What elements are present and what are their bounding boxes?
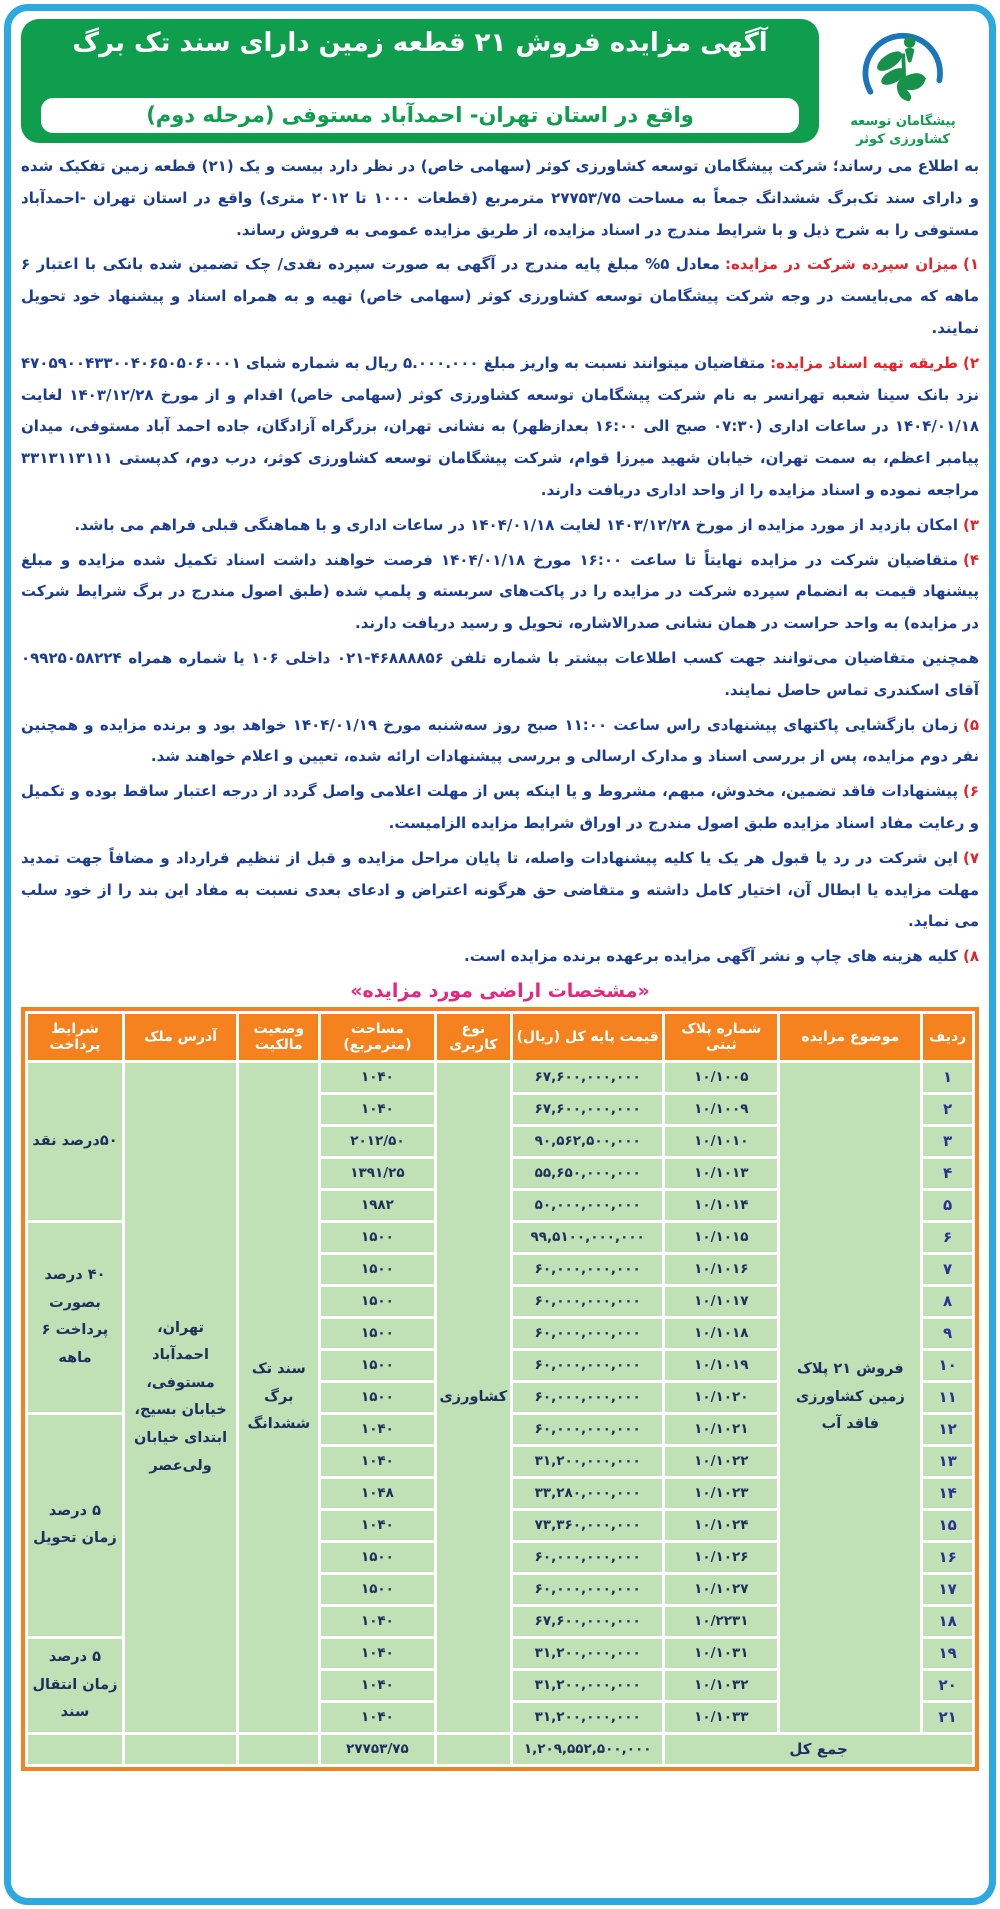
total-empty-address-cell: [125, 1735, 236, 1764]
price-cell: ۳۱,۲۰۰,۰۰۰,۰۰۰: [513, 1703, 662, 1732]
area-cell: ۱۵۰۰: [321, 1383, 433, 1412]
payment-cell: ۵ درصد زمان انتقال سند: [28, 1639, 122, 1732]
area-cell: ۱۵۰۰: [321, 1255, 433, 1284]
company-logo: [827, 19, 979, 147]
row-number: ۱۳: [923, 1447, 972, 1476]
plot-cell: ۱۰/۱۰۳۲: [665, 1671, 777, 1700]
price-cell: ۳۱,۲۰۰,۰۰۰,۰۰۰: [513, 1671, 662, 1700]
area-cell: ۱۵۰۰: [321, 1223, 433, 1252]
item-4-number: ۴): [962, 550, 979, 569]
col-header-subject: موضوع مزایده: [780, 1014, 920, 1060]
item-4-text: متقاضیان شرکت در مزایده نهایتاً تا ساعت ۱۶:۰۰ مورخ ۱۴۰۴/۰۱/۱۸ فرصت خواهند داشت اسناد تکمیل شده مزایده و مبلغ پیشنهاد قیمت به انضمام سپرده شرکت در مزایده را در پاکت‌های سربسته و پلمپ شده (طبق اصول مندرج در برگ شرایط شرکت در مزایده) به واحد حراست در همان نشانی صدرالاشاره، تحویل و رسید دریافت دارند.: [21, 550, 979, 633]
total-area-cell: ۲۷۷۵۳/۷۵: [321, 1735, 433, 1764]
row-number: ۲: [923, 1095, 972, 1124]
area-cell: ۱۰۴۰: [321, 1063, 433, 1092]
row-number: ۱۱: [923, 1383, 972, 1412]
row-number: ۱۶: [923, 1543, 972, 1572]
table-header-row: [28, 1014, 972, 1060]
ownership-cell: سند تک برگ ششدانگ: [239, 1063, 318, 1732]
item-5-number: ۵): [962, 715, 979, 734]
item-2: [21, 348, 979, 507]
price-cell: ۶۷,۶۰۰,۰۰۰,۰۰۰: [513, 1063, 662, 1092]
item-4-contact: [21, 643, 979, 707]
area-cell: ۲۰۱۲/۵۰: [321, 1127, 433, 1156]
col-header-area: مساحت (مترمربع): [321, 1014, 433, 1060]
area-cell: ۱۵۰۰: [321, 1575, 433, 1604]
row-number: ۱۹: [923, 1639, 972, 1668]
area-cell: ۱۰۴۰: [321, 1511, 433, 1540]
ad-title: آگهی مزایده فروش ۲۱ قطعه زمین دارای سند تک برگ: [72, 28, 768, 58]
row-number: ۱: [923, 1063, 972, 1092]
price-cell: ۶۰,۰۰۰,۰۰۰,۰۰۰: [513, 1383, 662, 1412]
plant-fish-logo-icon: [855, 21, 951, 113]
price-cell: ۹۹,۵۱۰۰,۰۰۰,۰۰۰: [513, 1223, 662, 1252]
plot-cell: ۱۰/۱۰۱۶: [665, 1255, 777, 1284]
area-cell: ۱۰۴۰: [321, 1415, 433, 1444]
plot-cell: ۱۰/۱۰۲۴: [665, 1511, 777, 1540]
col-header-usage-type: نوع کاربری: [437, 1014, 511, 1060]
item-2-heading: طریقه تهیه اسناد مزایده:: [770, 353, 958, 372]
row-number: ۲۰: [923, 1671, 972, 1700]
area-cell: ۱۵۰۰: [321, 1351, 433, 1380]
row-number: ۱۷: [923, 1575, 972, 1604]
price-cell: ۶۷,۶۰۰,۰۰۰,۰۰۰: [513, 1095, 662, 1124]
plot-cell: ۱۰/۱۰۰۵: [665, 1063, 777, 1092]
price-cell: ۶۰,۰۰۰,۰۰۰,۰۰۰: [513, 1319, 662, 1348]
intro-paragraph: به اطلاع می رساند؛ شرکت پیشگامان توسعه کشاورزی کوثر (سهامی خاص) در نظر دارد بیست و یک (۲۱) قطعه زمین تفکیک شده و دارای سند تک‌برگ ششدانگ جمعاً به مساحت ۲۷۷۵۳/۷۵ مترمربع (قطعات ۱۰۰۰ تا ۲۰۱۲ متری) واقع در استان تهران -احمدآباد مستوفی را به شرح ذیل و با شرایط مندرج در اسناد مزایده، از طریق مزایده عمومی به فروش رساند.: [21, 157, 979, 239]
item-3: [21, 510, 979, 542]
plot-cell: ۱۰/۱۰۱۹: [665, 1351, 777, 1380]
item-1-number: ۱): [962, 255, 979, 274]
price-cell: ۶۰,۰۰۰,۰۰۰,۰۰۰: [513, 1255, 662, 1284]
item-6-number: ۶): [962, 782, 979, 801]
price-cell: ۵۵,۶۵۰,۰۰۰,۰۰۰: [513, 1159, 662, 1188]
ad-frame: [4, 4, 996, 1905]
item-5: [21, 710, 979, 774]
address-cell: تهران، احمدآباد مستوفی، خیابان بسیج، ابتدای خیابان ولی‌عصر: [125, 1063, 236, 1732]
plot-cell: ۱۰/۱۰۰۹: [665, 1095, 777, 1124]
item-2-number: ۲): [962, 353, 979, 372]
item-3-text: امکان بازدید از مورد مزایده از مورخ ۱۴۰۳/۱۲/۲۸ لغایت ۱۴۰۴/۰۱/۱۸ در ساعات اداری و با هماهنگی قبلی فراهم می باشد.: [74, 515, 958, 534]
plot-cell: ۱۰/۱۰۲۳: [665, 1479, 777, 1508]
item-1-text: معادل ۵% مبلغ پایه مندرج در آگهی به صورت سپرده نقدی/ چک تضمین شده بانکی با اعتبار ۶ ماهه که می‌بایست در وجه شرکت پیشگامان توسعه کشاورزی کوثر (سهامی خاص) تهیه و به همراه اسناد و پیشنهاد خود تحویل نمایند.: [21, 255, 979, 337]
area-cell: ۱۰۴۰: [321, 1447, 433, 1476]
item-1: [21, 249, 979, 344]
table-total-row: [28, 1735, 972, 1764]
table-row: [28, 1063, 972, 1092]
row-number: ۲۱: [923, 1703, 972, 1732]
plot-cell: ۱۰/۱۰۱۰: [665, 1127, 777, 1156]
row-number: ۵: [923, 1191, 972, 1220]
price-cell: ۹۰,۵۶۲,۵۰۰,۰۰۰: [513, 1127, 662, 1156]
table-title: «مشخصات اراضی مورد مزایده»: [350, 979, 650, 1002]
plot-cell: ۱۰/۱۰۳۱: [665, 1639, 777, 1668]
area-cell: ۱۵۰۰: [321, 1287, 433, 1316]
row-number: ۴: [923, 1159, 972, 1188]
price-cell: ۶۰,۰۰۰,۰۰۰,۰۰۰: [513, 1351, 662, 1380]
ad-subtitle: واقع در استان تهران- احمدآباد مستوفی (مرحله دوم): [146, 103, 694, 127]
lands-table: [21, 1007, 979, 1771]
price-cell: ۵۰,۰۰۰,۰۰۰,۰۰۰: [513, 1191, 662, 1220]
area-cell: ۱۹۸۲: [321, 1191, 433, 1220]
price-cell: ۶۷,۶۰۰,۰۰۰,۰۰۰: [513, 1607, 662, 1636]
total-empty-payment-cell: [28, 1735, 122, 1764]
subtitle-banner: [41, 98, 799, 133]
area-cell: ۱۳۹۱/۲۵: [321, 1159, 433, 1188]
row-number: ۳: [923, 1127, 972, 1156]
item-8-number: ۸): [962, 947, 979, 966]
row-number: ۱۴: [923, 1479, 972, 1508]
item-1-heading: میزان سپرده شرکت در مزایده:: [724, 255, 958, 274]
col-header-ownership: وضعیت مالکیت: [239, 1014, 318, 1060]
item-6-text: پیشنهادات فاقد تضمین، مخدوش، مبهم، مشروط و یا اینکه پس از مهلت اعلامی واصل گردد از درجه اعتبار ساقط بوده و تکمیل و رعایت مفاد اسناد مزایده طبق اصول مندرج در اوراق شرایط مزایده الزامیست.: [21, 782, 979, 832]
logo-text-line2: کشاورزی کوثر: [856, 131, 950, 147]
area-cell: ۱۰۴۰: [321, 1671, 433, 1700]
payment-cell: ۵ درصد زمان تحویل: [28, 1415, 122, 1636]
payment-cell: ۴۰ درصد بصورت پرداخت ۶ ماهه: [28, 1223, 122, 1412]
area-cell: ۱۵۰۰: [321, 1319, 433, 1348]
total-price-cell: ۱,۲۰۹,۵۵۲,۵۰۰,۰۰۰: [513, 1735, 662, 1764]
item-7-text: این شرکت در رد یا قبول هر یک یا کلیه پیشنهادات واصله، تا پایان مراحل مزایده و قبل از تنظیم قرارداد و مضافاً جهت تمدید مهلت مزایده یا ابطال آن، اختیار کامل داشته و متقاضی حق هرگونه اعتراض و ادعای بعدی نسبت به مفاد این بند را از خود سلب می نماید.: [21, 848, 979, 931]
area-cell: ۱۰۴۰: [321, 1703, 433, 1732]
plot-cell: ۱۰/۱۰۱۸: [665, 1319, 777, 1348]
area-cell: ۱۰۴۰: [321, 1095, 433, 1124]
row-number: ۶: [923, 1223, 972, 1252]
item-6: [21, 776, 979, 840]
price-cell: ۶۰,۰۰۰,۰۰۰,۰۰۰: [513, 1287, 662, 1316]
col-header-payment-terms: شرایط پرداخت: [28, 1014, 122, 1060]
ad-body: [21, 151, 979, 973]
row-number: ۸: [923, 1287, 972, 1316]
price-cell: ۳۱,۲۰۰,۰۰۰,۰۰۰: [513, 1447, 662, 1476]
usage-cell: کشاورزی: [437, 1063, 511, 1732]
header: [21, 19, 979, 147]
total-label-cell: جمع کل: [665, 1735, 972, 1764]
row-number: ۱۸: [923, 1607, 972, 1636]
area-cell: ۱۰۴۰: [321, 1607, 433, 1636]
item-8-text: کلیه هزینه های چاپ و نشر آگهی مزایده برعهده برنده مزایده است.: [464, 947, 958, 966]
plot-cell: ۱۰/۱۰۱۳: [665, 1159, 777, 1188]
area-cell: ۱۰۴۰: [321, 1639, 433, 1668]
row-number: ۹: [923, 1319, 972, 1348]
plot-cell: ۱۰/۱۰۲۷: [665, 1575, 777, 1604]
subject-cell: فروش ۲۱ پلاک زمین کشاورزی فاقد آب: [780, 1063, 920, 1732]
row-number: ۱۲: [923, 1415, 972, 1444]
col-header-plot-number: شماره پلاک ثبتی: [665, 1014, 777, 1060]
price-cell: ۶۰,۰۰۰,۰۰۰,۰۰۰: [513, 1543, 662, 1572]
area-cell: ۱۵۰۰: [321, 1543, 433, 1572]
col-header-base-price: قیمت پایه کل (ریال): [513, 1014, 662, 1060]
plot-cell: ۱۰/۱۰۲۱: [665, 1415, 777, 1444]
col-header-address: آدرس ملک: [125, 1014, 236, 1060]
item-5-text: زمان بازگشایی پاکتهای پیشنهادی راس ساعت ۱۱:۰۰ صبح روز سه‌شنبه مورخ ۱۴۰۴/۰۱/۱۹ خواهد بود و برنده مزایده و همچنین نفر دوم مزایده، پس از بررسی اسناد و مدارک ارسالی و بررسی پیشنهادات ارائه شده، تعیین و اعلام خواهند شد.: [21, 715, 979, 766]
item-4-contact-text: همچنین متقاضیان می‌توانند جهت کسب اطلاعات بیشتر با شماره تلفن ۴۶۸۸۸۸۵۶-۰۲۱ داخلی ۱۰۶ یا شماره همراه ۰۹۹۲۵۰۵۸۲۲۴ آقای اسکندری تماس حاصل نمایند.: [21, 648, 979, 699]
area-cell: ۱۰۴۸: [321, 1479, 433, 1508]
price-cell: ۳۱,۲۰۰,۰۰۰,۰۰۰: [513, 1639, 662, 1668]
price-cell: ۷۳,۳۶۰,۰۰۰,۰۰۰: [513, 1511, 662, 1540]
total-empty-usage-cell: [437, 1735, 511, 1764]
plot-cell: ۱۰/۱۰۱۴: [665, 1191, 777, 1220]
item-7: [21, 843, 979, 938]
item-2-text: متقاضیان میتوانند نسبت به واریز مبلغ ۵.۰۰۰.۰۰۰ ریال به شماره شبای ۴۷۰۵۹۰۰۴۳۳۰۰۴۰۶۵۰۵۰۶۰۰۰۱ نزد بانک سینا شعبه تهرانسر به نام شرکت پیشگامان توسعه کشاورزی کوثر (سهامی خاص) اقدام و از مورخ ۱۴۰۳/۱۲/۲۸ لغایت ۱۴۰۴/۰۱/۱۸ در ساعات اداری (۰۷:۳۰ صبح الی ۱۶:۰۰ بعدازظهر) به نشانی تهران، بزرگراه آزادگان، جاده احمد آباد مستوفی، میدان پیامبر اعظم، به سمت تهران، خیابان شهید میرزا قوام، شرکت پیشگامان توسعه کشاورزی کوثر، درب دوم، کدپستی ۳۳۱۳۱۱۳۱۱۱ مراجعه نموده و اسناد مزایده را از واحد اداری دریافت دارند.: [21, 353, 980, 499]
title-banner: [21, 19, 819, 143]
price-cell: ۶۰,۰۰۰,۰۰۰,۰۰۰: [513, 1415, 662, 1444]
item-7-number: ۷): [962, 848, 979, 867]
row-number: ۷: [923, 1255, 972, 1284]
plot-cell: ۱۰/۱۰۱۷: [665, 1287, 777, 1316]
plot-cell: ۱۰/۱۰۲۶: [665, 1543, 777, 1572]
plot-cell: ۱۰/۱۰۲۲: [665, 1447, 777, 1476]
logo-text-line1: پیشگامان توسعه: [850, 114, 956, 129]
item-3-number: ۳): [962, 515, 979, 534]
price-cell: ۶۰,۰۰۰,۰۰۰,۰۰۰: [513, 1575, 662, 1604]
total-empty-ownership-cell: [239, 1735, 318, 1764]
plot-cell: ۱۰/۱۰۲۰: [665, 1383, 777, 1412]
item-4: [21, 545, 979, 640]
row-number: ۱۵: [923, 1511, 972, 1540]
row-number: ۱۰: [923, 1351, 972, 1380]
payment-cell: ۵۰درصد نقد: [28, 1063, 122, 1220]
plot-cell: ۱۰/۱۰۳۳: [665, 1703, 777, 1732]
plot-cell: ۱۰/۱۰۱۵: [665, 1223, 777, 1252]
plot-cell: ۱۰/۲۲۳۱: [665, 1607, 777, 1636]
col-header-row-number: ردیف: [923, 1014, 972, 1060]
price-cell: ۳۳,۲۸۰,۰۰۰,۰۰۰: [513, 1479, 662, 1508]
item-8: [21, 941, 979, 973]
